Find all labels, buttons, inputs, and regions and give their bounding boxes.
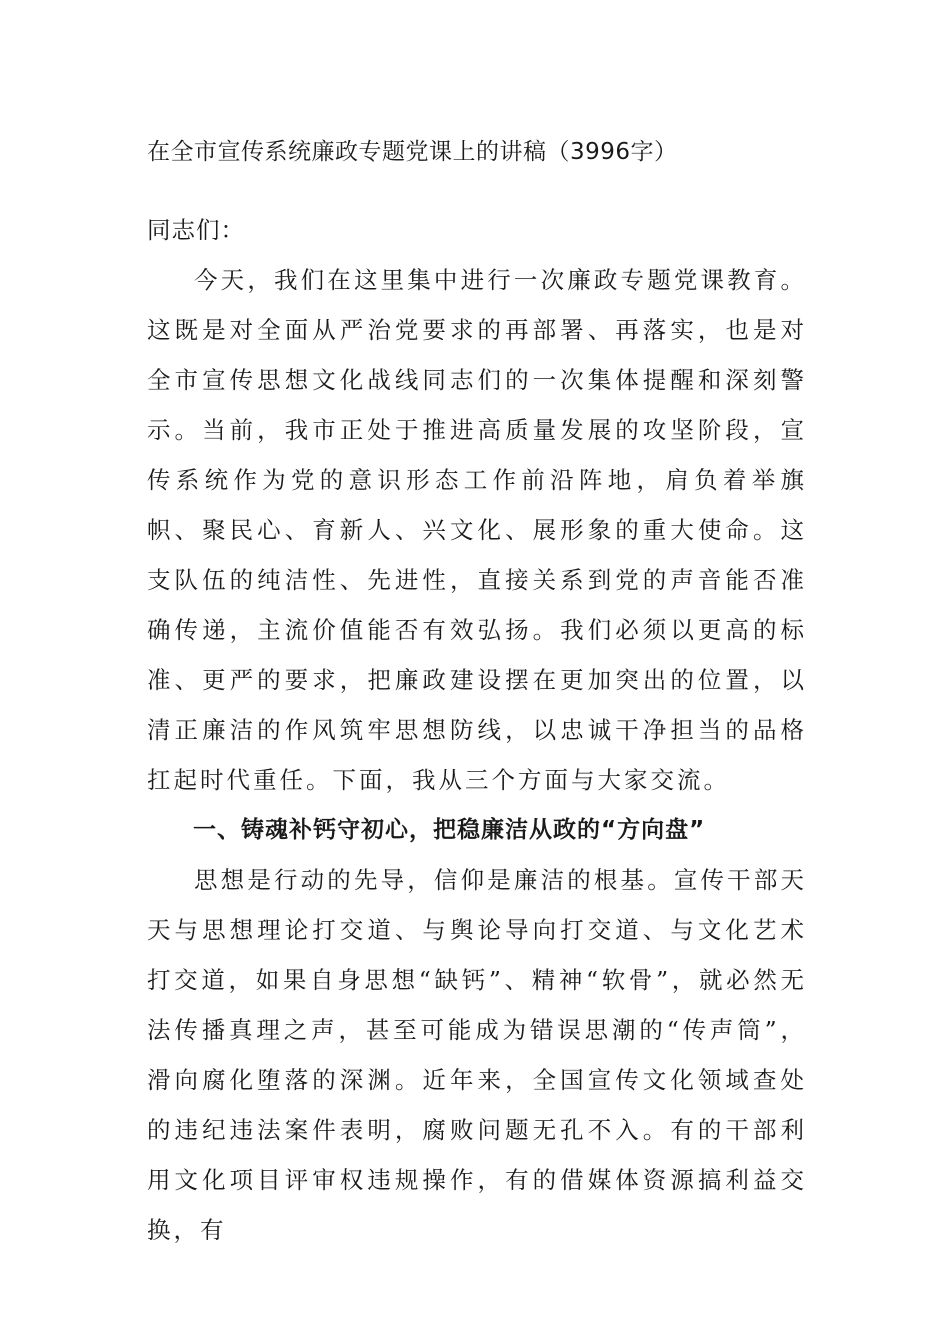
salutation: 同志们： <box>147 216 245 244</box>
section-heading: 一、铸魂补钙守初心，把稳廉洁从政的“方向盘” <box>193 817 706 843</box>
section-paragraph: 思想是行动的先导，信仰是廉洁的根基。宣传干部天天与思想理论打交道、与舆论导向打交道、与文化艺术打交道，如果自身思想“缺钙”、精神“软骨”，就必然无法传播真理之声，甚至可能成为错误思潮的“传声筒”，滑向腐化堕落的深渊。近年来，全国宣传文化领域查处的违纪违法案件表明，腐败问题无孔不入。有的干部利用文化项目评审权违规操作，有的借媒体资源搞利益交换，有 <box>147 866 807 1244</box>
intro-paragraph: 今天，我们在这里集中进行一次廉政专题党课教育。这既是对全面从严治党要求的再部署、再落实，也是对全市宣传思想文化战线同志们的一次集体提醒和深刻警示。当前，我市正处于推进高质量发展的攻坚阶段，宣传系统作为党的意识形态工作前沿阵地，肩负着举旗帜、聚民心、育新人、兴文化、展形象的重大使命。这支队伍的纯洁性、先进性，直接关系到党的声音能否准确传递，主流价值能否有效弘扬。我们必须以更高的标准、更严的要求，把廉政建设摆在更加突出的位置，以清正廉洁的作风筑牢思想防线，以忠诚干净担当的品格扛起时代重任。下面，我从三个方面与大家交流。 <box>147 266 807 794</box>
document-body <box>147 205 807 1255</box>
document-title: 在全市宣传系统廉政专题党课上的讲稿（3996字） <box>147 139 678 165</box>
